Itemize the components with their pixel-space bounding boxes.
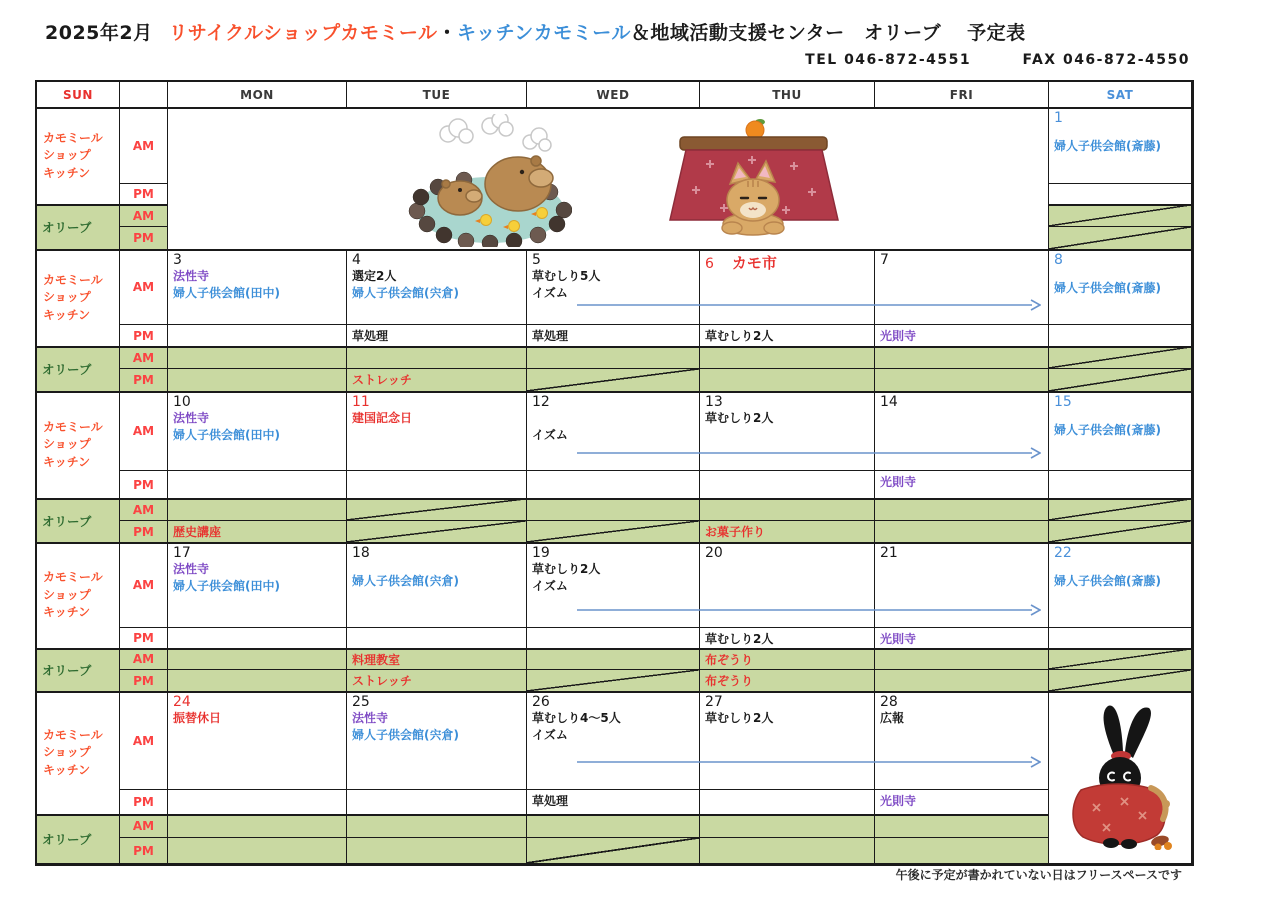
day-cell-am [700, 692, 875, 790]
date-number: 12 [532, 394, 550, 410]
event-text: 婦人子供会館(斎藤) [1054, 281, 1161, 295]
olive-cell-am [527, 649, 700, 670]
day-cell-am [347, 543, 527, 628]
grid-line [37, 346, 1192, 348]
title-kitchen-name: キッチンカモミール [457, 22, 631, 44]
olive-cell-am [700, 347, 875, 369]
kotatsu-cat-illustration [662, 116, 842, 248]
olive-cell-pm [347, 369, 527, 392]
olive-cell-am [700, 499, 875, 521]
olive-cell-am [1049, 347, 1192, 369]
event-text: 法性寺 [173, 562, 210, 576]
olive-cell-am [347, 499, 527, 521]
event-text: ストレッチ [352, 674, 412, 688]
olive-pm-label: PM [120, 227, 168, 250]
tel-number: TEL 046-872-4551 [805, 52, 972, 68]
weekday-header-sat: SAT [1049, 82, 1192, 108]
continuation-arrow [577, 753, 1041, 772]
date-number: 1 [1054, 110, 1063, 126]
olive-cell-pm [168, 670, 347, 692]
olive-cell-pm [700, 521, 875, 543]
olive-pm-label: PM [120, 670, 168, 692]
olive-cell-am [168, 347, 347, 369]
day-cell-pm [700, 628, 875, 649]
date-number: 20 [705, 545, 723, 561]
day-cell-am [1049, 108, 1192, 184]
olive-cell-pm [527, 369, 700, 392]
event-text: イズム [532, 285, 568, 300]
olive-row-label: オリーブ [37, 649, 120, 692]
event-text: 婦人子供会館(宍倉) [352, 285, 459, 300]
event-text: 草むしり2人 [705, 329, 774, 343]
continuation-arrow [577, 601, 1041, 620]
day-cell-am [1049, 392, 1192, 471]
rabbit-cell [1049, 692, 1192, 864]
olive-cell-am [168, 815, 347, 838]
title-month: 2025年2月 [45, 22, 153, 44]
day-cell-pm [527, 790, 700, 815]
olive-row-label: オリーブ [37, 815, 120, 864]
fax-number: FAX 046-872-4550 [1022, 52, 1190, 68]
event-text: 光則寺 [880, 475, 917, 489]
event-text: 婦人子供会館(斎藤) [1054, 574, 1161, 588]
day-cell-pm [527, 628, 700, 649]
day-cell-am [168, 392, 347, 471]
date-number: 11 [352, 394, 370, 410]
rabbit-wrapped-illustration [1063, 700, 1178, 854]
shop-am-label: AM [120, 108, 168, 184]
capybara-onsen-illustration [402, 114, 572, 250]
olive-cell-pm [527, 670, 700, 692]
shop-row-label-line: ショップ [43, 437, 91, 452]
olive-cell-pm [1049, 369, 1192, 392]
olive-cell-am [875, 649, 1049, 670]
shop-row-label-line: ショップ [43, 587, 91, 602]
day-cell-am [1049, 543, 1192, 628]
grid-line [37, 391, 1192, 393]
shop-row-label-line: カモミール [43, 727, 103, 742]
shop-row-label-line: キッチン [43, 605, 91, 620]
shop-am-label: AM [120, 692, 168, 790]
date-number: 15 [1054, 394, 1072, 410]
event-text: 光則寺 [880, 632, 917, 646]
weekday-header-mon: MON [168, 82, 347, 108]
date-number: 6 カモ市 [705, 254, 777, 272]
title-suffix: ＆地域活動支援センター オリーブ [630, 22, 942, 44]
event-text: 法性寺 [173, 269, 210, 283]
shop-row-label-line: キッチン [43, 454, 91, 469]
event-text: 歴史講座 [173, 525, 222, 539]
day-cell-am [1049, 250, 1192, 325]
shop-am-label: AM [120, 543, 168, 628]
shop-row-label [37, 692, 120, 815]
day-cell-am [347, 692, 527, 790]
event-text [527, 410, 699, 427]
shop-row-label [37, 250, 120, 347]
weekday-header-time [120, 82, 168, 108]
continuation-arrow [577, 296, 1041, 315]
date-number: 26 [532, 694, 550, 710]
day-cell-pm [168, 790, 347, 815]
event-text: 光則寺 [880, 329, 917, 343]
olive-cell-am [347, 815, 527, 838]
date-number: 19 [532, 545, 550, 561]
olive-cell-am [347, 649, 527, 670]
day-cell-pm [875, 325, 1049, 347]
olive-pm-label: PM [120, 521, 168, 543]
olive-cell-pm [168, 369, 347, 392]
day-cell-pm [700, 790, 875, 815]
olive-cell-pm [347, 838, 527, 864]
shop-pm-label: PM [120, 628, 168, 649]
date-number: 22 [1054, 545, 1072, 561]
olive-cell-am [1049, 205, 1192, 227]
olive-row-label: オリーブ [37, 205, 120, 250]
olive-pm-label: PM [120, 369, 168, 392]
date-number: 8 [1054, 252, 1063, 268]
day-cell-pm [875, 471, 1049, 499]
day-cell-pm [1049, 325, 1192, 347]
grid-line [37, 107, 1192, 109]
date-number: 18 [352, 545, 370, 561]
event-text: 婦人子供会館(宍倉) [352, 727, 459, 742]
day-cell-am [347, 250, 527, 325]
shop-row-label [37, 392, 120, 499]
date-number: 24 [173, 694, 191, 710]
shop-row-label [37, 543, 120, 649]
date-number: 27 [705, 694, 723, 710]
date-number: 21 [880, 545, 898, 561]
event-text: 婦人子供会館(宍倉) [352, 574, 459, 588]
event-text: イズム [532, 727, 568, 742]
day-cell-am [168, 692, 347, 790]
day-cell-pm [168, 471, 347, 499]
shop-pm-label: PM [120, 790, 168, 815]
day-cell-pm [347, 790, 527, 815]
olive-row-label: オリーブ [37, 499, 120, 543]
day-cell-pm [527, 325, 700, 347]
olive-cell-am [168, 499, 347, 521]
day-cell-pm [700, 325, 875, 347]
day-cell-pm [527, 471, 700, 499]
date-number: 10 [173, 394, 191, 410]
weekday-header-sun: SUN [37, 82, 120, 108]
title-separator: ・ [437, 22, 458, 44]
day-cell-pm [875, 790, 1049, 815]
day-cell-am [168, 250, 347, 325]
grid-line [37, 204, 168, 206]
day-cell-pm [168, 325, 347, 347]
weekday-header-thu: THU [700, 82, 875, 108]
olive-cell-pm [168, 521, 347, 543]
olive-cell-pm [347, 670, 527, 692]
event-text: 婦人子供会館(斎藤) [1054, 423, 1161, 437]
date-number: 13 [705, 394, 723, 410]
day-cell-pm [347, 471, 527, 499]
day-cell-pm [875, 628, 1049, 649]
date-note: カモ市 [731, 254, 777, 272]
shop-pm-label: PM [120, 471, 168, 499]
event-text: 草処理 [532, 329, 569, 343]
olive-am-label: AM [120, 205, 168, 227]
event-text: 草むしり2人 [705, 711, 774, 725]
shop-am-label: AM [120, 250, 168, 325]
title-shop-name: リサイクルショップカモミール [168, 22, 438, 44]
event-text: 草むしり5人 [532, 269, 601, 283]
weekday-header-fri: FRI [875, 82, 1049, 108]
olive-cell-am [527, 347, 700, 369]
olive-cell-pm [875, 521, 1049, 543]
day-cell-pm [700, 471, 875, 499]
event-text: 婦人子供会館(田中) [173, 285, 280, 300]
olive-am-label: AM [120, 347, 168, 369]
olive-cell-pm [700, 369, 875, 392]
grid-line [37, 542, 1192, 544]
event-text: 婦人子供会館(田中) [173, 578, 280, 593]
event-text: 草むしり4～5人 [532, 711, 621, 725]
olive-cell-pm [1049, 521, 1192, 543]
event-text: 光則寺 [880, 794, 917, 808]
shop-row-label [37, 108, 120, 205]
grid-line [37, 249, 1192, 251]
shop-row-label-line: カモミール [43, 419, 103, 434]
olive-row-label: オリーブ [37, 347, 120, 392]
contact-info [805, 52, 1190, 68]
olive-cell-am [527, 499, 700, 521]
event-text: 法性寺 [352, 711, 389, 725]
event-text: 布ぞうり [705, 653, 754, 667]
olive-cell-pm [700, 670, 875, 692]
grid-line [1049, 204, 1192, 206]
day-cell-am [168, 543, 347, 628]
olive-cell-am [527, 815, 700, 838]
event-text: 建国記念日 [352, 411, 413, 425]
olive-cell-am [875, 499, 1049, 521]
olive-cell-pm [1049, 670, 1192, 692]
date-number: 28 [880, 694, 898, 710]
schedule-table [35, 80, 1194, 866]
day-cell-pm [347, 628, 527, 649]
week1-illustration-area [168, 108, 1049, 250]
event-text: 振替休日 [173, 711, 222, 725]
event-text: イズム [532, 427, 568, 442]
event-text: ストレッチ [352, 373, 412, 387]
olive-cell-am [168, 649, 347, 670]
olive-cell-pm [700, 838, 875, 864]
day-cell-am [527, 692, 700, 790]
olive-am-label: AM [120, 499, 168, 521]
olive-cell-am [875, 815, 1049, 838]
day-cell-pm [1049, 628, 1192, 649]
olive-cell-am [1049, 499, 1192, 521]
date-number: 4 [352, 252, 361, 268]
event-text: 草処理 [532, 794, 569, 808]
olive-am-label: AM [120, 649, 168, 670]
continuation-arrow [577, 444, 1041, 463]
date-number: 25 [352, 694, 370, 710]
date-number: 17 [173, 545, 191, 561]
olive-cell-pm [527, 521, 700, 543]
day-cell-am [875, 692, 1049, 790]
page-title [45, 18, 1026, 45]
shop-row-label-line: カモミール [43, 570, 103, 585]
olive-cell-pm [875, 670, 1049, 692]
event-text: 婦人子供会館(斎藤) [1054, 139, 1161, 153]
grid-line [37, 691, 1192, 693]
olive-cell-am [875, 347, 1049, 369]
weekday-header-tue: TUE [347, 82, 527, 108]
shop-row-label-line: キッチン [43, 307, 91, 322]
event-text: 草処理 [352, 329, 389, 343]
date-number: 3 [173, 252, 182, 268]
date-number: 5 [532, 252, 541, 268]
olive-cell-am [700, 649, 875, 670]
day-cell-pm [347, 325, 527, 347]
event-text: 草むしり2人 [705, 411, 774, 425]
day-cell-am [347, 392, 527, 471]
event-text: 布ぞうり [705, 674, 754, 688]
event-text: 選定2人 [352, 269, 397, 283]
day-cell-pm [1049, 471, 1192, 499]
olive-cell-am [1049, 649, 1192, 670]
olive-cell-am [700, 815, 875, 838]
event-text: 広報 [880, 711, 905, 725]
shop-row-label-line: キッチン [43, 762, 91, 777]
event-text: お菓子作り [705, 525, 766, 539]
date-number: 7 [880, 252, 889, 268]
event-text: 婦人子供会館(田中) [173, 427, 280, 442]
grid-line [37, 648, 1192, 650]
title-sheet-label: 予定表 [967, 22, 1026, 44]
olive-cell-pm [527, 838, 700, 864]
olive-cell-pm [168, 838, 347, 864]
olive-cell-pm [875, 838, 1049, 864]
event-text: 法性寺 [173, 411, 210, 425]
shop-row-label-line: ショップ [43, 148, 91, 163]
olive-pm-label: PM [120, 838, 168, 864]
olive-am-label: AM [120, 815, 168, 838]
event-text: イズム [532, 578, 568, 593]
date-number: 14 [880, 394, 898, 410]
grid-line [37, 498, 1192, 500]
shop-pm-label: PM [120, 325, 168, 347]
olive-cell-pm [875, 369, 1049, 392]
weekday-header-wed: WED [527, 82, 700, 108]
shop-row-label-line: ショップ [43, 745, 91, 760]
day-cell-pm [1049, 184, 1192, 205]
shop-row-label-line: カモミール [43, 272, 103, 287]
olive-cell-pm [1049, 227, 1192, 250]
grid-line [37, 814, 1049, 816]
shop-row-label-line: ショップ [43, 290, 91, 305]
olive-cell-pm [347, 521, 527, 543]
shop-am-label: AM [120, 392, 168, 471]
shop-row-label-line: カモミール [43, 130, 103, 145]
day-cell-pm [168, 628, 347, 649]
shop-pm-label: PM [120, 184, 168, 205]
event-text: 草むしり2人 [532, 562, 601, 576]
shop-row-label-line: キッチン [43, 165, 91, 180]
event-text: 料理教室 [352, 653, 401, 667]
event-text: 草むしり2人 [705, 632, 774, 646]
footer-note: 午後に予定が書かれていない日はフリースペースです [895, 868, 1182, 882]
olive-cell-am [347, 347, 527, 369]
